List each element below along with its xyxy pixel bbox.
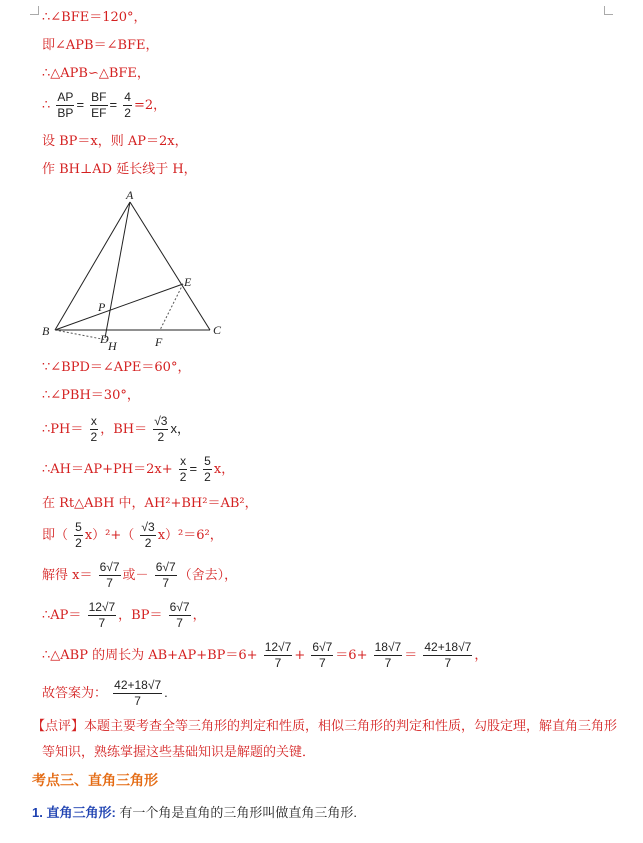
label-e: E bbox=[184, 275, 192, 289]
step-perimeter: ∴△ABP 的周长为 AB+AP+BP＝6+ $\frac{12√7}{7}$ + $\frac{6√7}{7}$ ＝6+ $\frac{18√7}{7}$ ＝ $\frac{42+18√7}{7}$ ， bbox=[42, 640, 488, 670]
fraction: $\frac{42+18√7}{7}$ bbox=[114, 678, 162, 708]
fraction: $\frac{AP}{BP}$ bbox=[57, 90, 74, 120]
fraction: $\frac{6√7}{7}$ bbox=[99, 560, 120, 590]
step-solve-x: 解得 x＝ $\frac{6√7}{7}$ 或－ $\frac{6√7}{7}$ （舍去）， bbox=[42, 560, 238, 590]
label-d: D bbox=[100, 332, 109, 346]
comment-line-1: 【点评】本题主要考查全等三角形的判定和性质，相似三角形的判定和性质，勾股定理，解直角三角形 bbox=[32, 718, 618, 733]
fraction: $\frac{6√7}{7}$ bbox=[312, 640, 333, 670]
fraction: $\frac{4}{2}$ bbox=[124, 90, 131, 120]
fraction: $\frac{12√7}{7}$ bbox=[88, 600, 116, 630]
comment-line-2: 等知识，熟练掌握这些基础知识是解题的关键． bbox=[42, 744, 316, 759]
step-similar: ∴△APB∽△BFE， bbox=[42, 66, 150, 81]
label-p: P bbox=[98, 300, 106, 314]
step-ah: ∴AH＝AP+PH＝2x+ $\frac{x}{2}$ = $\frac{5}{2}$ x， bbox=[42, 454, 235, 484]
label-h: H bbox=[108, 339, 117, 353]
label-f: F bbox=[155, 335, 163, 349]
fraction: $\frac{x}{2}$ bbox=[90, 414, 98, 444]
fraction: $\frac{x}{2}$ bbox=[179, 454, 187, 484]
answer-line: 故答案为： $\frac{42+18√7}{7}$ . bbox=[42, 678, 168, 708]
definition bbox=[32, 802, 357, 821]
step-set-bp: 设 BP＝x，则 AP＝2x， bbox=[42, 134, 188, 149]
fraction: $\frac{6√7}{7}$ bbox=[155, 560, 176, 590]
fraction: $\frac{12√7}{7}$ bbox=[264, 640, 292, 670]
step-ratio: ∴ $\frac{AP}{BP}$ = $\frac{BF}{EF}$ = $\frac{4}{2}$ =2， bbox=[42, 90, 167, 120]
definition-text: 有一个角是直角的三角形叫做直角三角形. bbox=[115, 805, 358, 820]
step-angle-bpd: ∵∠BPD＝∠APE＝60°， bbox=[42, 360, 191, 375]
fraction: $\frac{√3}{2}$ bbox=[141, 520, 155, 550]
page-corner-mark-right bbox=[604, 6, 613, 15]
section-title: 考点三、直角三角形 bbox=[32, 772, 158, 788]
fraction: $\frac{5}{2}$ bbox=[75, 520, 82, 550]
fraction: $\frac{5}{2}$ bbox=[204, 454, 211, 484]
fraction: $\frac{BF}{EF}$ bbox=[91, 90, 107, 120]
fraction: $\frac{42+18√7}{7}$ bbox=[424, 640, 472, 670]
step-equation: 即（ $\frac{5}{2}$ x）²+（ $\frac{√3}{2}$ x）²＝6²， bbox=[42, 520, 223, 550]
label-b: B bbox=[42, 324, 50, 338]
step-angle-pbh: ∴∠PBH＝30°， bbox=[42, 388, 140, 403]
step-angle-bfe: ∴∠BFE＝120°， bbox=[42, 10, 147, 25]
fraction: $\frac{18√7}{7}$ bbox=[374, 640, 402, 670]
fraction: $\frac{√3}{2}$ bbox=[154, 414, 168, 444]
step-pythagoras: 在 Rt△ABH 中，AH²+BH²＝AB²， bbox=[42, 496, 258, 511]
label-a: A bbox=[126, 188, 134, 202]
page-corner-mark-left bbox=[30, 6, 39, 15]
fraction: $\frac{6√7}{7}$ bbox=[169, 600, 190, 630]
step-construct-bh: 作 BH⊥AD 延长线于 H， bbox=[42, 162, 197, 177]
step-ap-bp: ∴AP＝ $\frac{12√7}{7}$ ，BP＝ $\frac{6√7}{7}$ ， bbox=[42, 600, 206, 630]
label-c: C bbox=[213, 323, 222, 337]
step-angle-apb: 即∠APB＝∠BFE， bbox=[42, 38, 159, 53]
triangle-figure bbox=[38, 188, 228, 353]
step-ph-bh: ∴PH＝ $\frac{x}{2}$ ，BH＝ $\frac{√3}{2}$ x， bbox=[42, 414, 190, 444]
definition-term: 1. 直角三角形: bbox=[32, 805, 116, 820]
